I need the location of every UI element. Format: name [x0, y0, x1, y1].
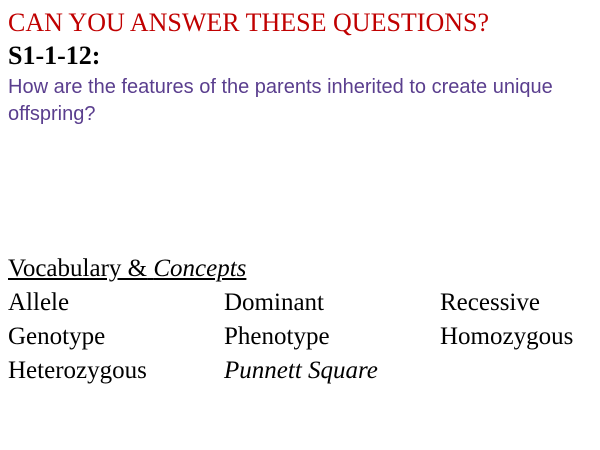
slide-title: CAN YOU ANSWER THESE QUESTIONS? — [8, 8, 489, 37]
term-genotype: Genotype — [8, 323, 106, 350]
term-phenotype: Phenotype — [224, 323, 330, 350]
term-recessive: Recessive — [440, 289, 540, 316]
term-allele: Allele — [8, 289, 70, 316]
outcome-code: S1-1-12: — [8, 41, 101, 70]
term-dominant: Dominant — [224, 289, 324, 316]
term-punnett-square: Punnett Square — [224, 357, 378, 384]
vocabulary-heading — [8, 254, 246, 284]
concepts-heading-label: Concepts — [153, 255, 247, 282]
term-heterozygous: Heterozygous — [8, 357, 147, 384]
guiding-question: How are the features of the parents inherited to create unique offspring? — [8, 76, 553, 125]
vocabulary-heading-label: Vocabulary & — [8, 255, 148, 282]
term-homozygous: Homozygous — [440, 323, 574, 350]
